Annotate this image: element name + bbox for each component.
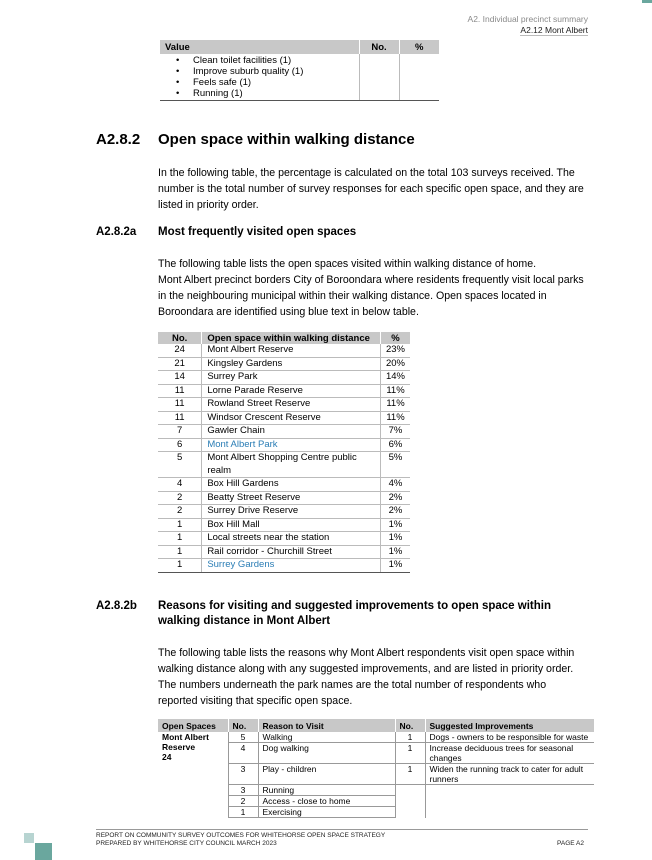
os-row-count: 7: [158, 425, 202, 439]
table-row: [158, 732, 594, 743]
rt-reason-count: 4: [228, 743, 258, 764]
table-row: [158, 344, 410, 357]
table-row: [158, 371, 410, 385]
os-row-pct: 1%: [380, 518, 410, 532]
os-row-pct: 1%: [380, 545, 410, 559]
os-row-count: 21: [158, 357, 202, 371]
section-title: Open space within walking distance: [158, 131, 415, 148]
os-row-count: 6: [158, 438, 202, 452]
os-row-name: Kingsley Gardens: [202, 357, 381, 371]
subsection-b-heading: [96, 600, 596, 632]
os-row-pct: 2%: [380, 505, 410, 519]
os-row-count: 1: [158, 559, 202, 573]
rt-improvement: [425, 785, 594, 796]
table-row: [158, 491, 410, 505]
rt-reason: Access - close to home: [258, 796, 395, 807]
rt-improvement-count: 1: [395, 743, 425, 764]
rt-improvement-count: 1: [395, 732, 425, 743]
os-row-name: Surrey Drive Reserve: [202, 505, 381, 519]
os-row-name: Mont Albert Shopping Centre public realm: [202, 452, 381, 478]
footer-rule: [96, 829, 588, 830]
os-row-count: 2: [158, 491, 202, 505]
os-row-pct: 6%: [380, 438, 410, 452]
subsection-b-paragraph: The following table lists the reasons why Mont Albert respondents visit open space within walking distance along with any suggested improvements, and are listed in priority order. The numbers underneath the park names are the total number of respondents who reported visiting that specific open space.: [158, 647, 575, 707]
rt-imp-header: Suggested Improvements: [425, 719, 594, 732]
os-row-name: Mont Albert Reserve: [202, 344, 381, 357]
os-row-pct: 11%: [380, 384, 410, 398]
value-no-header: No.: [359, 40, 399, 54]
rt-space-header: Open Spaces: [158, 719, 228, 732]
os-row-name: Mont Albert Park: [202, 438, 381, 452]
os-row-name: Lorne Parade Reserve: [202, 384, 381, 398]
subsection-b-title-line1: Reasons for visiting and suggested improvements to open space within: [158, 600, 551, 612]
subsection-b-number: A2.8.2b: [96, 600, 137, 612]
subsection-a-number: A2.8.2a: [96, 226, 137, 238]
value-item: • Clean toilet facilities (1): [193, 55, 354, 66]
value-item: • Improve suburb quality (1): [193, 66, 354, 77]
os-row-name: Local streets near the station: [202, 532, 381, 546]
rt-improvement-count: [395, 807, 425, 818]
os-row-pct: 20%: [380, 357, 410, 371]
section-heading: [96, 131, 415, 148]
os-row-name: Rowland Street Reserve: [202, 398, 381, 412]
os-row-count: 24: [158, 344, 202, 357]
rt-reason-count: 3: [228, 785, 258, 796]
os-row-name: Gawler Chain: [202, 425, 381, 439]
os-row-name: Surrey Park: [202, 371, 381, 385]
os-no-header: No.: [158, 332, 202, 344]
value-item: • Running (1): [193, 88, 354, 99]
logo-square-dark: [35, 843, 52, 860]
rt-improvement: Dogs - owners to be responsible for waste: [425, 732, 594, 743]
section-number: A2.8.2: [96, 131, 141, 148]
reasons-table: [158, 719, 594, 818]
os-row-pct: 2%: [380, 491, 410, 505]
footer-line1: REPORT ON COMMUNITY SURVEY OUTCOMES FOR WHITEHORSE OPEN SPACE STRATEGY: [96, 832, 386, 839]
corner-accent: [642, 0, 652, 3]
rt-open-space-cell: [158, 732, 228, 818]
table-row: [158, 411, 410, 425]
os-row-pct: 1%: [380, 559, 410, 573]
rt-open-space-space-count: 24: [162, 752, 172, 762]
table-row: [158, 384, 410, 398]
os-row-count: 1: [158, 518, 202, 532]
rt-improvement-count: 1: [395, 764, 425, 785]
logo-square-light: [24, 833, 34, 843]
table-row: [158, 398, 410, 412]
os-row-name: Box Hill Mall: [202, 518, 381, 532]
os-row-name: Beatty Street Reserve: [202, 491, 381, 505]
value-header: Value: [160, 40, 359, 54]
rt-improvement: [425, 807, 594, 818]
os-row-count: 11: [158, 398, 202, 412]
os-row-count: 4: [158, 478, 202, 492]
table-row: [158, 559, 410, 573]
table-row: [158, 505, 410, 519]
table-row: [158, 357, 410, 371]
table-row: [158, 438, 410, 452]
subsection-a-title: Most frequently visited open spaces: [158, 226, 357, 238]
rt-reason: Exercising: [258, 807, 395, 818]
subsection-a-paragraph: The following table lists the open spaces visited within walking distance of home. Mont Albert precinct borders City of Boroondara where residents frequently visit local parks in the neighbouring municipal within their walking distance. Open spaces located in Boroondara are identified using blue text in below table.: [158, 258, 584, 318]
rt-reason: Dog walking: [258, 743, 395, 764]
table-row: [158, 478, 410, 492]
value-table: [160, 40, 439, 101]
value-list: [165, 54, 354, 100]
rt-improvement: [425, 796, 594, 807]
footer-text: [96, 832, 385, 848]
value-pct-cell: [399, 54, 439, 101]
os-row-count: 5: [158, 452, 202, 478]
rt-reason-count: 3: [228, 764, 258, 785]
rt-improvement-count: [395, 785, 425, 796]
rt-improvement: Widen the running track to cater for adult runners: [425, 764, 594, 785]
page-number: PAGE A2: [557, 840, 584, 847]
os-name-header: Open space within walking distance: [202, 332, 381, 344]
header-chapter: A2. Individual precinct summary: [467, 14, 588, 24]
rt-improvement: Increase deciduous trees for seasonal changes: [425, 743, 594, 764]
os-row-name: Surrey Gardens: [202, 559, 381, 573]
os-row-pct: 5%: [380, 452, 410, 478]
header-rule: [520, 35, 588, 36]
value-list-cell: [160, 54, 359, 101]
os-pct-header: %: [380, 332, 410, 344]
table-row: [158, 532, 410, 546]
open-space-rows: [158, 344, 410, 572]
value-no-cell: [359, 54, 399, 101]
footer-line2: PREPARED BY WHITEHORSE CITY COUNCIL MARCH 2023: [96, 840, 277, 847]
rt-open-space-space-line2: Reserve: [162, 742, 196, 752]
value-item: • Feels safe (1): [193, 77, 354, 88]
os-row-count: 11: [158, 411, 202, 425]
os-row-pct: 1%: [380, 532, 410, 546]
rt-reason-count: 5: [228, 732, 258, 743]
os-row-count: 2: [158, 505, 202, 519]
os-row-pct: 23%: [380, 344, 410, 357]
os-row-pct: 11%: [380, 398, 410, 412]
section-paragraph: In the following table, the percentage is calculated on the total 103 surveys received. The number is the total number of survey responses for each specific open space, and they are listed in priority order.: [158, 167, 584, 211]
table-row: [158, 452, 410, 478]
rt-improvement-count: [395, 796, 425, 807]
rt-reason-no-header: No.: [228, 719, 258, 732]
table-row: [158, 425, 410, 439]
running-header: [468, 14, 588, 36]
subsection-b-title-line2: walking distance in Mont Albert: [158, 615, 331, 627]
os-row-pct: 11%: [380, 411, 410, 425]
rt-open-space-space-line1: Mont Albert: [162, 732, 209, 742]
os-row-name: Box Hill Gardens: [202, 478, 381, 492]
os-row-pct: 7%: [380, 425, 410, 439]
rt-imp-no-header: No.: [395, 719, 425, 732]
open-space-table: [158, 332, 410, 573]
os-row-name: Rail corridor - Churchill Street: [202, 545, 381, 559]
reasons-rows: [158, 732, 594, 818]
rt-reason: Play - children: [258, 764, 395, 785]
os-row-pct: 14%: [380, 371, 410, 385]
os-row-count: 1: [158, 545, 202, 559]
os-row-count: 1: [158, 532, 202, 546]
header-section: A2.12 Mont Albert: [520, 25, 588, 35]
rt-reason: Walking: [258, 732, 395, 743]
rt-reason-count: 1: [228, 807, 258, 818]
table-row: [158, 545, 410, 559]
rt-reason-header: Reason to Visit: [258, 719, 395, 732]
os-row-count: 11: [158, 384, 202, 398]
os-row-pct: 4%: [380, 478, 410, 492]
rt-reason: Running: [258, 785, 395, 796]
os-row-count: 14: [158, 371, 202, 385]
os-row-name: Windsor Crescent Reserve: [202, 411, 381, 425]
rt-reason-count: 2: [228, 796, 258, 807]
value-pct-header: %: [399, 40, 439, 54]
table-row: [158, 518, 410, 532]
